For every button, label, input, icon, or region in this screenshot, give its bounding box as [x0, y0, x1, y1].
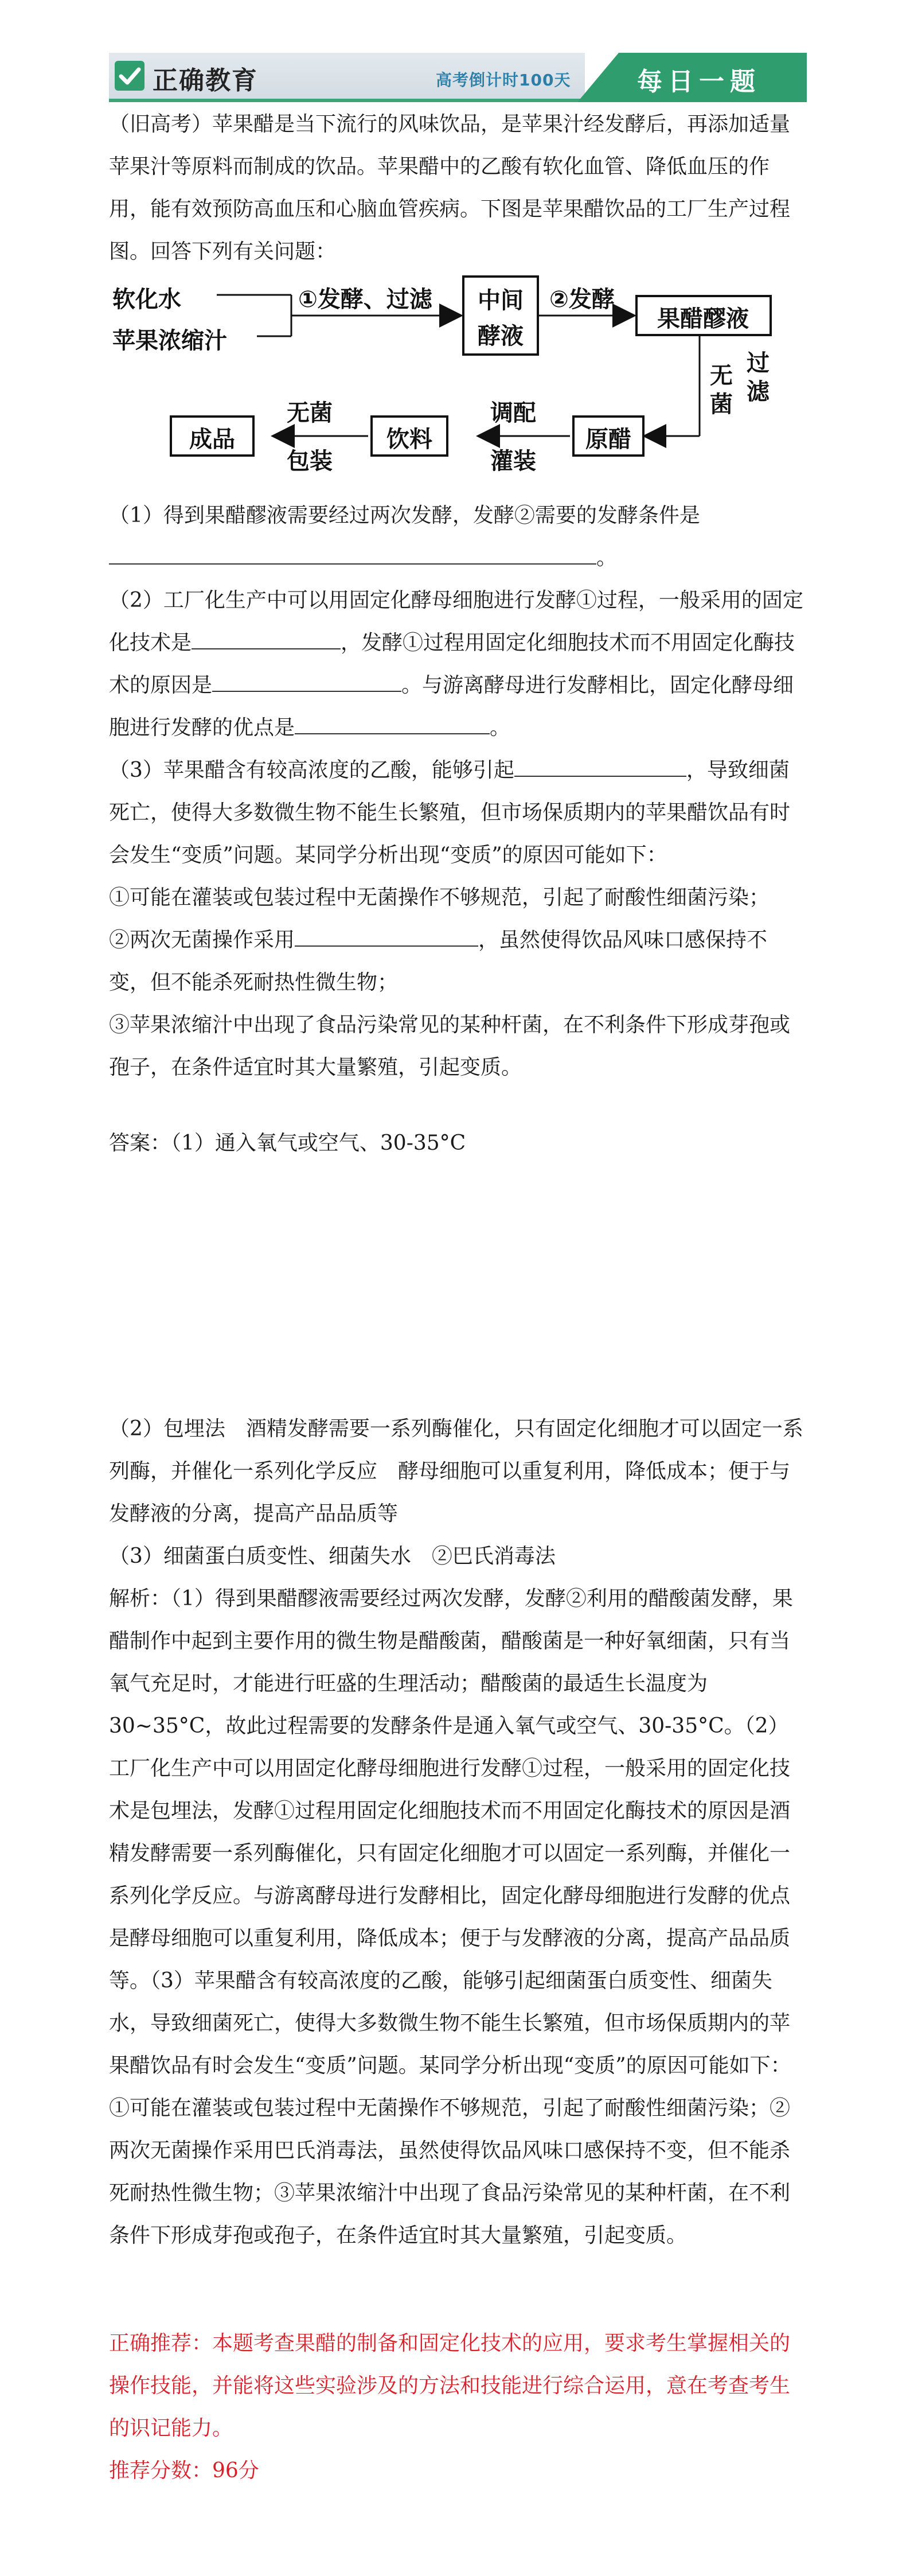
q3-text-b: ，导致细菌死亡，使得大多数微生物不能生长繁殖，但市场保质期内的苹果醋饮品有时会发生“变质”问题。某同学分析出现“变质”的原因可能如下： [109, 758, 791, 867]
q2-blank-1 [192, 622, 341, 649]
q1-text: （1）得到果醋醪液需要经过两次发酵，发酵②需要的发酵条件是 [109, 504, 700, 527]
header-banner [109, 53, 807, 102]
checkmark-icon [115, 61, 144, 91]
question-intro: （旧高考）苹果醋是当下流行的风味饮品，是苹果汁经发酵后，再添加适量苹果汁等原料而制成的饮品。苹果醋中的乙酸有软化血管、降低血压的作用，能有效预防高血压和心脑血管疾病。下图是苹果醋饮品的工厂生产过程图。回答下列有关问题： [109, 112, 791, 263]
answer-3: （3）细菌蛋白质变性、细菌失水 ②巴氏消毒法 [109, 1544, 556, 1568]
analysis: 解析：（1）得到果醋醪液需要经过两次发酵，发酵②利用的醋酸菌发酵，果醋制作中起到主要作用的微生物是醋酸菌，醋酸菌是一种好氧细菌，只有当氧气充足时，才能进行旺盛的生理活动；醋酸菌的最适生长温度为30~35°C，故此过程需要的发酵条件是通入氧气或空气、30-35°C。（2）工厂化生产中可以用固定化酵母细胞进行发酵①过程，一般采用的固定化技术是包埋法，发酵①过程用固定化细胞技术而不用固定化酶技术的原因是酒精发酵需要一系列酶催化，只有固定化细胞才可以固定一系列酶，并催化一系列化学反应。与游离酵母进行发酵相比，固定化酵母细胞进行发酵的优点是酵母细胞可以重复利用，降低成本；便于与发酵液的分离，提高产品品质等。（3）苹果醋含有较高浓度的乙酸，能够引起细菌蛋白质变性、细菌失水，导致细菌死亡，使得大多数微生物不能生长繁殖，但市场保质期内的苹果醋饮品有时会发生“变质”问题。某同学分析出现“变质”的原因可能如下：①可能在灌装或包装过程中无菌操作不够规范，引起了耐酸性细菌污染；②两次无菌操作采用巴氏消毒法，虽然使得饮品风味口感保持不变，但不能杀死耐热性微生物；③苹果浓缩汁中出现了食品污染常见的某种杆菌，在不利条件下形成芽孢或孢子，在条件适宜时其大量繁殖，引起变质。 [109, 1587, 793, 2247]
q3-text-a: （3）苹果醋含有较高浓度的乙酸，能够引起 [109, 758, 514, 782]
q1-end: 。 [596, 546, 618, 570]
step-second-ferment: ②发酵 [549, 286, 615, 313]
q2-text-c: 。与游离酵母进行发酵相比，固定化酵母细胞进行发酵的优点是 [109, 674, 794, 740]
box-intermediate-line1: 中间 [478, 287, 524, 314]
q2-blank-2 [212, 664, 401, 692]
step-sterile-packing-1: 无菌 [287, 400, 333, 426]
q3-text-e: ，虽然使得饮品风味口感保持不变，但不能杀死耐热性微生物； [109, 928, 768, 994]
step-sterile: 无菌 [710, 363, 733, 418]
step-sterile-packing-2: 包装 [287, 448, 333, 474]
exam-countdown: 高考倒计时100天 [436, 71, 571, 90]
q3-blank-1 [514, 749, 686, 777]
box-raw-vinegar-label: 原醋 [585, 426, 631, 453]
brand-logo-text: 正确教育 [153, 66, 258, 95]
step-filter: 过滤 [747, 350, 770, 405]
question-2 [109, 579, 807, 749]
step-ferment-filter: ①发酵、过滤 [298, 286, 432, 313]
step-blend: 调配 [490, 400, 536, 426]
q2-text-b: ，发酵①过程用固定化细胞技术而不用固定化酶技术的原因是 [109, 631, 795, 697]
q2-text-a: （2）工厂化生产中可以用固定化酵母细胞进行发酵①过程，一般采用的固定化技术是 [109, 589, 803, 655]
box-intermediate-line2: 酵液 [478, 323, 524, 349]
box-beverage-label: 饮料 [386, 426, 432, 453]
q2-blank-3 [295, 707, 490, 734]
question-3 [109, 749, 807, 1089]
q3-reason-3: ③苹果浓缩汁中出现了食品污染常见的某种杆菌，在不利条件下形成芽孢或孢子，在条件适宜时其大量繁殖，引起变质。 [109, 1013, 791, 1079]
q2-text-d: 。 [490, 716, 511, 740]
q3-text-d: ②两次无菌操作采用 [109, 928, 295, 952]
q3-reason-1: ①可能在灌装或包装过程中无菌操作不够规范，引起了耐酸性细菌污染； [109, 886, 770, 909]
box-vinegar-mash-label: 果醋醪液 [657, 306, 749, 332]
step-bottle: 灌装 [490, 448, 536, 474]
input-apple-concentrate: 苹果浓缩汁 [112, 328, 227, 354]
box-finished-label: 成品 [189, 426, 235, 453]
input-softened-water: 软化水 [112, 286, 181, 313]
answer-2: （2）包埋法 酒精发酵需要一系列酶催化，只有固定化细胞才可以固定一系列酶，并催化一系列化学反应 酵母细胞可以重复利用，降低成本；便于与发酵液的分离，提高产品品质等 [109, 1417, 803, 1526]
q1-blank [109, 537, 596, 565]
answer-1: 答案：（1）通入氧气或空气、30-35°C [109, 1131, 466, 1155]
daily-question-title: 每日一题 [637, 67, 761, 96]
question-1 [109, 495, 807, 579]
q3-blank-2 [295, 919, 478, 947]
process-flowchart [109, 275, 807, 482]
recommended-score: 推荐分数：96分 [109, 2459, 259, 2482]
recommendation: 正确推荐：本题考查果醋的制备和固定化技术的应用，要求考生掌握相关的操作技能，并能将这些实验涉及的方法和技能进行综合运用，意在考查考生的识记能力。 [109, 2332, 791, 2440]
